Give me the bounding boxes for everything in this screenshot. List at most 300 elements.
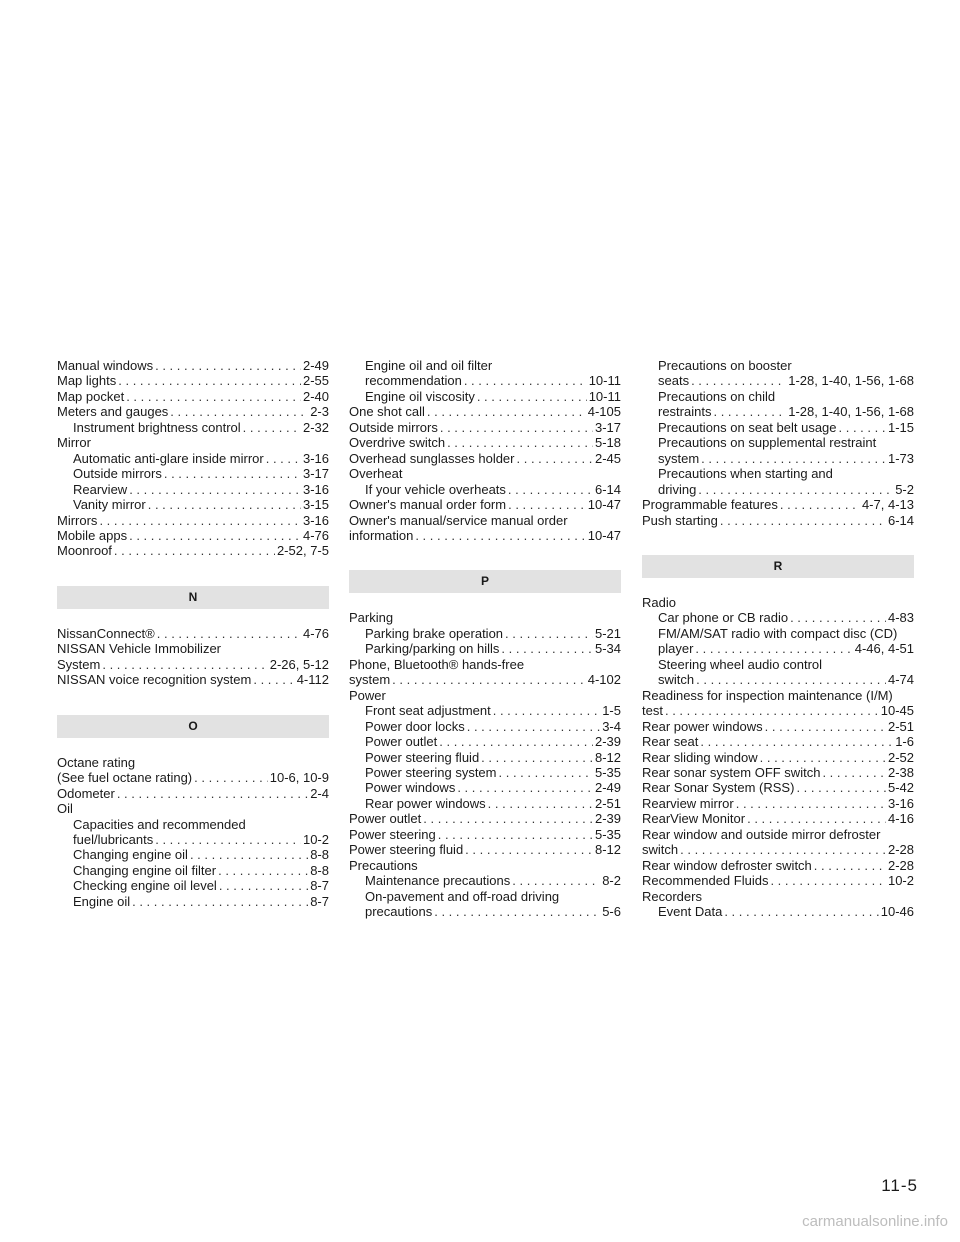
dot-leader — [129, 528, 301, 543]
entry-label: switch — [642, 842, 679, 858]
index-entry — [57, 420, 329, 435]
dot-leader — [148, 497, 301, 512]
entry-label: restraints — [658, 404, 712, 420]
index-entry — [57, 543, 329, 558]
entry-label: Precautions — [349, 857, 418, 873]
page-reference: 2-52 — [887, 749, 914, 765]
page-reference: 8-7 — [310, 893, 329, 909]
entry-label: recommendation — [365, 373, 462, 389]
entry-label: Programmable features — [642, 497, 778, 513]
entry-label: player — [658, 641, 694, 657]
dot-leader — [790, 610, 886, 625]
index-entry — [642, 435, 914, 450]
index-entry — [642, 389, 914, 404]
index-entry — [642, 657, 914, 672]
page-reference: 2-51 — [887, 718, 914, 734]
section-spacer — [57, 688, 329, 715]
index-entry — [349, 657, 621, 672]
page-reference: 2-49 — [302, 358, 329, 373]
dot-leader — [517, 451, 593, 466]
entry-label: Engine oil — [73, 893, 131, 909]
section-spacer — [642, 528, 914, 555]
entry-label: Capacities and recommended — [73, 816, 246, 832]
entry-label: Meters and gauges — [57, 404, 169, 420]
entry-label: Push starting — [642, 512, 718, 528]
index-entry — [57, 863, 329, 878]
page-reference: 3-16 — [302, 512, 329, 528]
entry-label: Power outlet — [349, 811, 422, 827]
entry-label: driving — [658, 481, 697, 497]
index-entry — [349, 451, 621, 466]
page-reference: 2-28 — [887, 842, 914, 858]
dot-leader — [477, 389, 587, 404]
index-entry — [642, 889, 914, 904]
index-entry — [642, 873, 914, 888]
dot-leader — [114, 543, 275, 558]
dot-leader — [665, 703, 879, 718]
entry-label: Overdrive switch — [349, 435, 446, 451]
entry-label: Mobile apps — [57, 527, 128, 543]
index-entry — [349, 672, 621, 687]
index-entry — [57, 626, 329, 641]
index-column-2 — [349, 358, 621, 920]
entry-label: Power windows — [365, 780, 456, 796]
dot-leader — [170, 404, 308, 419]
index-entry — [57, 817, 329, 832]
index-entry — [349, 889, 621, 904]
index-entry — [642, 780, 914, 795]
entry-label: Power outlet — [365, 734, 438, 750]
page-reference: 4-7, 4-13 — [861, 497, 914, 513]
entry-label: Instrument brightness control — [73, 419, 241, 435]
dot-leader — [438, 827, 593, 842]
entry-label: Map lights — [57, 373, 117, 389]
dot-leader — [796, 780, 886, 795]
dot-leader — [155, 832, 301, 847]
index-entry — [349, 796, 621, 811]
dot-leader — [118, 373, 301, 388]
index-column-3 — [642, 358, 914, 920]
page-reference: 3-16 — [302, 481, 329, 497]
index-entry — [57, 657, 329, 672]
index-entry — [642, 497, 914, 512]
entry-label: Moonroof — [57, 543, 112, 559]
index-entry — [349, 858, 621, 873]
entry-label: Readiness for inspection maintenance (I/M) — [642, 687, 893, 703]
page-reference: 6-14 — [594, 481, 621, 497]
index-entry — [349, 873, 621, 888]
index-entry — [349, 842, 621, 857]
page-reference: 2-51 — [594, 795, 621, 811]
index-entry — [349, 373, 621, 388]
index-entry — [57, 373, 329, 388]
entry-label: Power door locks — [365, 718, 465, 734]
entry-label: Car phone or CB radio — [658, 610, 789, 626]
page-reference: 10-2 — [302, 831, 329, 847]
dot-leader — [765, 719, 886, 734]
entry-label: Engine oil viscosity — [365, 388, 475, 404]
dot-leader — [814, 858, 886, 873]
index-entry — [57, 358, 329, 373]
index-entry — [57, 770, 329, 785]
entry-label: Rear window defroster switch — [642, 857, 812, 873]
page-reference: 4-16 — [887, 811, 914, 827]
index-entry — [642, 904, 914, 919]
index-entry — [642, 796, 914, 811]
page-reference: 2-39 — [594, 734, 621, 750]
dot-leader — [839, 420, 886, 435]
dot-leader — [696, 672, 886, 687]
dot-leader — [423, 811, 593, 826]
index-entry — [57, 832, 329, 847]
index-entry — [57, 672, 329, 687]
dot-leader — [253, 672, 294, 687]
page-reference: 3-17 — [302, 466, 329, 482]
entry-label: test — [642, 703, 663, 719]
index-entry — [349, 641, 621, 656]
index-entry — [349, 688, 621, 703]
index-entry — [57, 641, 329, 656]
entry-label: Phone, Bluetooth® hands-free — [349, 656, 525, 672]
entry-label: Automatic anti-glare inside mirror — [73, 450, 264, 466]
entry-label: Oil — [57, 801, 73, 817]
entry-label: Engine oil and oil filter — [365, 358, 493, 373]
page-reference: 2-52, 7-5 — [276, 543, 329, 559]
index-entry — [57, 786, 329, 801]
dot-leader — [512, 873, 600, 888]
index-entry — [642, 688, 914, 703]
dot-leader — [770, 873, 886, 888]
entry-label: Power — [349, 687, 386, 703]
section-header: O — [57, 715, 329, 738]
page-reference: 4-74 — [887, 672, 914, 688]
index-entry — [642, 420, 914, 435]
index-entry — [642, 842, 914, 857]
index-entry — [642, 858, 914, 873]
page-reference: 4-112 — [296, 672, 329, 688]
page-reference: 10-6, 10-9 — [269, 770, 329, 786]
index-entry — [642, 672, 914, 687]
dot-leader — [467, 719, 600, 734]
entry-label: Steering wheel audio control — [658, 656, 823, 672]
entry-label: Outside mirrors — [73, 466, 162, 482]
index-entry — [349, 420, 621, 435]
entry-label: system — [658, 450, 700, 466]
index-entry — [349, 780, 621, 795]
index-entry — [57, 451, 329, 466]
page-reference: 5-21 — [594, 625, 621, 641]
index-entry — [57, 878, 329, 893]
entry-label: Rear window and outside mirror defroster — [642, 826, 881, 842]
entry-label: Precautions on seat belt usage — [658, 419, 837, 435]
entry-label: Changing engine oil — [73, 847, 188, 863]
index-entry — [57, 528, 329, 543]
entry-label: Recorders — [642, 888, 702, 904]
index-entry — [349, 358, 621, 373]
page-reference: 2-55 — [302, 373, 329, 389]
entry-label: RearView Monitor — [642, 811, 746, 827]
watermark: carmanualsonline.info — [802, 1213, 948, 1230]
page-reference: 5-2 — [895, 481, 914, 497]
dot-leader — [194, 770, 268, 785]
entry-label: Event Data — [658, 904, 723, 920]
entry-label: Precautions on booster — [658, 358, 792, 373]
page-reference: 10-47 — [587, 497, 621, 513]
index-entry — [642, 513, 914, 528]
index-entry — [57, 894, 329, 909]
dot-leader — [434, 904, 600, 919]
entry-label: Parking brake operation — [365, 625, 504, 641]
page-reference: 4-105 — [587, 404, 621, 420]
dot-leader — [747, 811, 886, 826]
page-reference: 2-4 — [310, 785, 329, 801]
index-entry — [349, 827, 621, 842]
entry-label: Rear Sonar System (RSS) — [642, 780, 795, 796]
entry-label: Rear seat — [642, 734, 699, 750]
index-entry — [349, 811, 621, 826]
index-entry — [642, 373, 914, 388]
entry-label: FM/AM/SAT radio with compact disc (CD) — [658, 625, 898, 641]
index-entry — [642, 827, 914, 842]
page-reference: 5-35 — [594, 764, 621, 780]
section-spacer — [349, 543, 621, 570]
page-reference: 8-8 — [310, 862, 329, 878]
entry-label: Maintenance precautions — [365, 873, 511, 889]
entry-label: Precautions when starting and — [658, 466, 833, 482]
dot-leader — [243, 420, 301, 435]
page-reference: 8-7 — [310, 878, 329, 894]
index-entry — [642, 626, 914, 641]
index-entry — [349, 466, 621, 481]
dot-leader — [440, 420, 593, 435]
entry-label: Rear sliding window — [642, 749, 758, 765]
page-reference: 8-12 — [594, 842, 621, 858]
entry-label: Precautions on supplemental restraint — [658, 435, 877, 451]
page-reference: 2-3 — [310, 404, 329, 420]
index-entry — [349, 904, 621, 919]
index-entry — [642, 811, 914, 826]
index-entry — [642, 451, 914, 466]
page-reference: 1-28, 1-40, 1-56, 1-68 — [788, 373, 914, 389]
dot-leader — [99, 513, 301, 528]
index-column-1 — [57, 358, 329, 909]
entry-label: Parking — [349, 610, 394, 626]
entry-label: Map pocket — [57, 388, 125, 404]
dot-leader — [488, 796, 593, 811]
entry-label: Rear power windows — [642, 718, 763, 734]
entry-label: NISSAN voice recognition system — [57, 672, 252, 688]
page-reference: 5-34 — [594, 641, 621, 657]
entry-label: Power steering fluid — [365, 749, 480, 765]
page-reference: 3-15 — [302, 497, 329, 513]
entry-label: If your vehicle overheats — [365, 481, 506, 497]
entry-label: Owner's manual/service manual order — [349, 512, 568, 528]
page-number: 11-5 — [881, 1176, 918, 1195]
page-reference: 4-76 — [302, 527, 329, 543]
page-reference: 5-35 — [594, 826, 621, 842]
dot-leader — [457, 780, 593, 795]
index-entry — [57, 404, 329, 419]
entry-label: On-pavement and off-road driving — [365, 888, 560, 904]
dot-leader — [481, 750, 593, 765]
dot-leader — [219, 878, 308, 893]
section-header: N — [57, 586, 329, 609]
entry-label: System — [57, 656, 101, 672]
dot-leader — [691, 373, 786, 388]
dot-leader — [218, 863, 308, 878]
page-reference: 3-16 — [302, 450, 329, 466]
page-reference: 10-2 — [887, 873, 914, 889]
index-entry — [642, 595, 914, 610]
index-entry — [349, 497, 621, 512]
entry-label: Changing engine oil filter — [73, 862, 217, 878]
page-reference: 1-15 — [887, 419, 914, 435]
entry-label: Mirror — [57, 435, 91, 451]
dot-leader — [701, 451, 886, 466]
index-entry — [349, 719, 621, 734]
index-entry — [349, 750, 621, 765]
index-entry — [642, 765, 914, 780]
dot-leader — [190, 847, 308, 862]
page-reference: 6-14 — [887, 512, 914, 528]
dot-leader — [724, 904, 878, 919]
index-entry — [57, 755, 329, 770]
entry-label: Outside mirrors — [349, 419, 438, 435]
page-reference: 2-28 — [887, 857, 914, 873]
dot-leader — [680, 842, 886, 857]
index-entry — [57, 497, 329, 512]
page-reference: 1-28, 1-40, 1-56, 1-68 — [788, 404, 914, 420]
index-entry — [349, 703, 621, 718]
entry-label: Rearview mirror — [642, 795, 734, 811]
entry-label: Overhead sunglasses holder — [349, 450, 515, 466]
entry-label: Vanity mirror — [73, 497, 146, 513]
entry-label: Power steering fluid — [349, 842, 464, 858]
page-reference: 10-11 — [588, 373, 621, 389]
page-reference: 2-26, 5-12 — [269, 656, 329, 672]
dot-leader — [698, 482, 893, 497]
entry-label: switch — [658, 672, 695, 688]
dot-leader — [760, 750, 886, 765]
entry-label: (See fuel octane rating) — [57, 770, 193, 786]
dot-leader — [464, 373, 587, 388]
entry-label: Precautions on child — [658, 388, 776, 404]
dot-leader — [713, 404, 786, 419]
page-reference: 4-46, 4-51 — [854, 641, 914, 657]
page-reference: 3-17 — [594, 419, 621, 435]
entry-label: Recommended Fluids — [642, 873, 769, 889]
section-header: R — [642, 555, 914, 578]
section-spacer — [57, 559, 329, 586]
dot-leader — [493, 703, 600, 718]
page-reference: 10-45 — [880, 703, 914, 719]
section-header: P — [349, 570, 621, 593]
entry-label: Mirrors — [57, 512, 98, 528]
page-reference: 10-46 — [880, 904, 914, 920]
page-reference: 3-4 — [602, 718, 621, 734]
dot-leader — [501, 641, 593, 656]
entry-label: NISSAN Vehicle Immobilizer — [57, 641, 221, 657]
dot-leader — [505, 626, 593, 641]
index-entry — [57, 482, 329, 497]
entry-label: precautions — [365, 904, 433, 920]
entry-label: Radio — [642, 594, 676, 610]
dot-leader — [415, 528, 585, 543]
entry-label: Checking engine oil level — [73, 878, 217, 894]
index-entry — [642, 466, 914, 481]
entry-label: Owner's manual order form — [349, 497, 507, 513]
dot-leader — [736, 796, 886, 811]
page-reference: 2-32 — [302, 419, 329, 435]
dot-leader — [822, 765, 886, 780]
index-entry — [349, 734, 621, 749]
page-reference: 2-40 — [302, 388, 329, 404]
entry-label: Manual windows — [57, 358, 154, 373]
page-reference: 2-38 — [887, 764, 914, 780]
page-reference: 10-11 — [588, 388, 621, 404]
index-entry — [349, 765, 621, 780]
dot-leader — [508, 482, 593, 497]
index-entry — [642, 358, 914, 373]
index-entry — [57, 435, 329, 450]
index-entry — [349, 528, 621, 543]
entry-label: seats — [658, 373, 690, 389]
entry-label: fuel/lubricants — [73, 831, 154, 847]
entry-label: Front seat adjustment — [365, 703, 491, 719]
index-entry — [349, 404, 621, 419]
dot-leader — [439, 734, 593, 749]
entry-label: information — [349, 527, 414, 543]
index-entry — [57, 389, 329, 404]
page-reference: 8-2 — [602, 873, 621, 889]
index-entry — [642, 750, 914, 765]
index-entry — [349, 626, 621, 641]
dot-leader — [427, 404, 586, 419]
page-reference: 8-12 — [594, 749, 621, 765]
page-reference: 10-47 — [587, 527, 621, 543]
dot-leader — [447, 435, 593, 450]
entry-label: Rearview — [73, 481, 128, 497]
index-entry — [57, 513, 329, 528]
page-reference: 4-76 — [302, 625, 329, 641]
dot-leader — [695, 641, 852, 656]
dot-leader — [720, 513, 886, 528]
dot-leader — [164, 466, 301, 481]
page-reference: 2-39 — [594, 811, 621, 827]
dot-leader — [157, 626, 301, 641]
dot-leader — [499, 765, 593, 780]
page-reference: 1-73 — [887, 450, 914, 466]
page-reference: 3-16 — [887, 795, 914, 811]
index-entry — [642, 404, 914, 419]
dot-leader — [392, 672, 586, 687]
entry-label: Parking/parking on hills — [365, 641, 500, 657]
dot-leader — [700, 734, 893, 749]
page-reference: 1-6 — [895, 734, 914, 750]
entry-label: Power steering — [349, 826, 436, 842]
index-entry — [642, 482, 914, 497]
index-entry — [349, 435, 621, 450]
index-entry — [349, 482, 621, 497]
page-reference: 5-6 — [602, 904, 621, 920]
page-reference: 5-42 — [887, 780, 914, 796]
index-entry — [642, 703, 914, 718]
index-entry — [57, 801, 329, 816]
dot-leader — [129, 482, 301, 497]
page-reference: 2-49 — [594, 780, 621, 796]
index-entry — [349, 610, 621, 625]
page-reference: 5-18 — [594, 435, 621, 451]
